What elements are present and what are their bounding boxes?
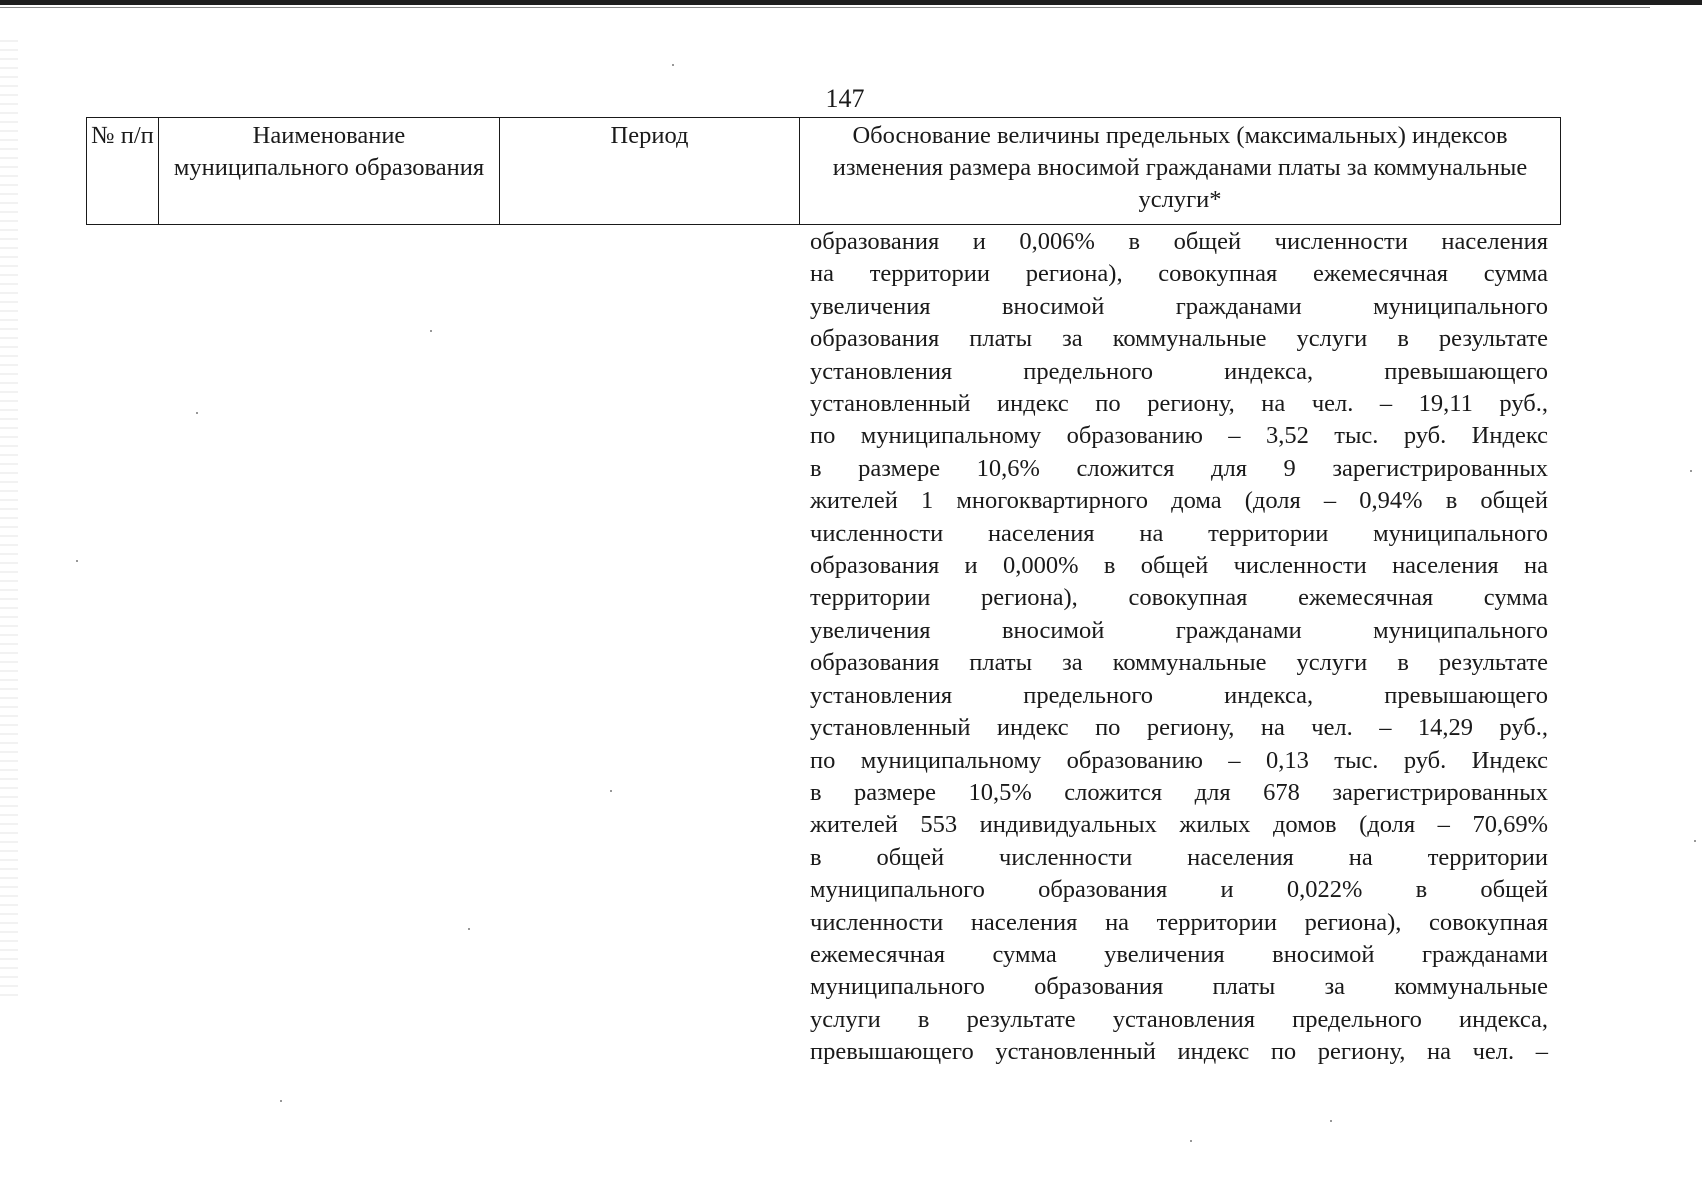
text-line: превышающего установленный индекс по региону, на чел. – [810, 1038, 1548, 1066]
scan-speck [1330, 1120, 1332, 1122]
text-line: в общей численности населения на территории [810, 843, 1548, 871]
scan-speck [1190, 1140, 1192, 1142]
text-line: численности населения на территории муниципального [810, 519, 1548, 547]
text-line: жителей 553 индивидуальных жилых домов (доля – 70,69% [810, 811, 1548, 839]
text-line: по муниципальному образованию – 3,52 тыс. руб. Индекс [810, 422, 1548, 450]
text-line: на территории региона), совокупная ежемесячная сумма [810, 260, 1548, 288]
text-line: образования и 0,006% в общей численности населения [810, 228, 1548, 255]
scan-speck [1694, 840, 1696, 842]
text-line: образования платы за коммунальные услуги в результате [810, 325, 1548, 353]
scan-speck [468, 928, 470, 930]
text-line: муниципального образования платы за коммунальные [810, 973, 1548, 1001]
scan-speck [610, 790, 612, 792]
text-line: установленный индекс по региону, на чел. – 14,29 руб., [810, 714, 1548, 742]
text-line: в размере 10,5% сложится для 678 зарегистрированных [810, 778, 1548, 806]
scan-speck [672, 64, 674, 66]
text-line: территории региона), совокупная ежемесячная сумма [810, 584, 1548, 612]
scan-speck [430, 330, 432, 332]
text-line: увеличения вносимой гражданами муниципального [810, 292, 1548, 320]
scan-top-border-thin [0, 7, 1650, 8]
text-line: численности населения на территории региона), совокупная [810, 908, 1548, 936]
scan-speck [76, 560, 78, 562]
text-line: жителей 1 многоквартирного дома (доля – 0,94% в общей [810, 487, 1548, 515]
text-line: услуги в результате установления предельного индекса, [810, 1005, 1548, 1033]
text-line: установления предельного индекса, превышающего [810, 681, 1548, 709]
text-line: ежемесячная сумма увеличения вносимой гражданами [810, 940, 1548, 968]
justification-text [810, 226, 1548, 1069]
text-line: муниципального образования и 0,022% в общей [810, 876, 1548, 904]
header-cell-municipality-name: Наименование муниципального образования [159, 118, 500, 225]
header-cell-justification: Обоснование величины предельных (максимальных) индексов изменения размера вносимой гражданами платы за коммунальные услуги* [800, 118, 1561, 225]
table-header [86, 117, 1561, 225]
header-cell-number: № п/п [87, 118, 159, 225]
table-header-row [87, 118, 1561, 225]
header-cell-period: Период [500, 118, 800, 225]
page-number: 147 [825, 84, 865, 113]
scan-left-edge-noise [0, 40, 18, 1000]
text-line: по муниципальному образованию – 0,13 тыс. руб. Индекс [810, 746, 1548, 774]
text-line: установления предельного индекса, превышающего [810, 357, 1548, 385]
text-line: образования и 0,000% в общей численности населения на [810, 552, 1548, 580]
scan-top-border [0, 0, 1702, 5]
text-line: образования платы за коммунальные услуги в результате [810, 649, 1548, 677]
scan-speck [280, 1100, 282, 1102]
text-line: увеличения вносимой гражданами муниципального [810, 616, 1548, 644]
text-line: в размере 10,6% сложится для 9 зарегистрированных [810, 454, 1548, 482]
scan-speck [196, 412, 198, 414]
scan-speck [1690, 470, 1692, 472]
text-line: установленный индекс по региону, на чел. – 19,11 руб., [810, 390, 1548, 418]
